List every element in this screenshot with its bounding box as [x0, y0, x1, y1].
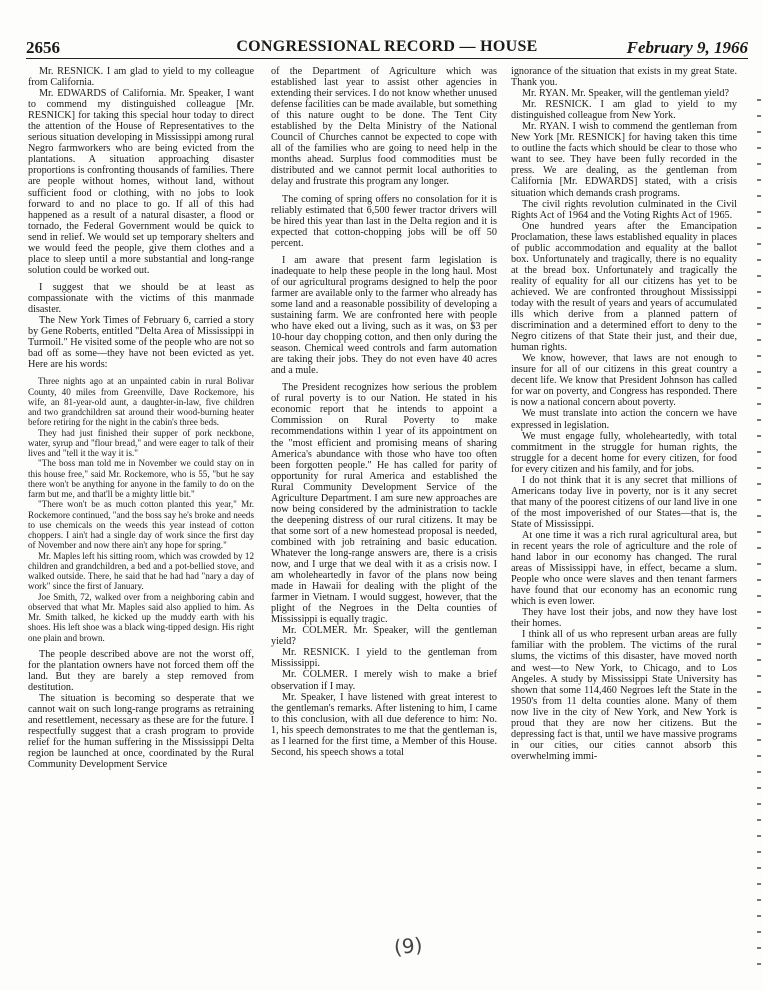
- paragraph: I think all of us who represent urban areas are fully familiar with the problem. The victims of the rural slums, the victims of this disaster, have moved north and west—to New York, to Chicago, and to Los Angeles. A study by Mississippi State University has shown that some 114,460 Negroes left the State in the 1950's from 11 delta counties alone. Many of them now live in the city of New York, and New York is proud that they are now her citizens. But the depressing fact is that, until we have massive programs in our cities, our cities cannot absorb this overwhelming immi-: [511, 629, 737, 762]
- page-number: 2656: [26, 38, 60, 57]
- scan-edge-marks: [757, 90, 761, 970]
- paragraph: Mr. RYAN. I wish to commend the gentleman from New York [Mr. RESNICK] for having taken this time to outline the facts which should be clear to those who want to see. They have been fully recorded in the press. We are dealing, as the gentleman from California [Mr. EDWARDS] stated, with a crisis situation which demands crash programs.: [511, 121, 737, 199]
- quote-paragraph: "The boss man told me in November we could stay on in this house free," said Mr. Rockemore, who is 55, "but he say there won't be anything for anyone in the family to do on the farm but me, and that'll be a mighty little bit.": [28, 458, 254, 500]
- paragraph: of the Department of Agriculture which was established last year to assist other agencies in extending their services. I do not know whether unused defense facilities can be made available, but something of this nature ought to be done. The Tent City established by the Delta Ministry of the National Council of Churches cannot be expected to cope with all of the families who are going to need help in the months ahead. Surplus food commodities must be distributed and we cannot permit local authorities to delay and frustrate this program any longer.: [271, 66, 497, 188]
- paragraph: At one time it was a rich rural agricultural area, but in recent years the role of agriculture and the role of hand labor in our economy has changed. The rural areas of Mississippi have, in effect, became a slum. People who once were slaves and then tenant farmers have found that our economy has an economic rung which is even lower.: [511, 529, 737, 608]
- paragraph: We know, however, that laws are not enough to insure for all of our citizens in this great country a decent life. We know that President Johnson has called for war on poverty, and Congress has responded. There is now a national concern about poverty.: [511, 353, 737, 409]
- paragraph: The New York Times of February 6, carried a story by Gene Roberts, entitled "Delta Area of Mississippi in Turmoil." He visited some of the people who are not so bad off as some—they have not been evicted as yet. Here are his words:: [28, 315, 254, 371]
- quote-paragraph: Three nights ago at an unpainted cabin in rural Bolivar County, 40 miles from Greenville, Dave Rockemore, his wife, an 81-year-old aunt, a daughter-in-law, five children and two grandchildren sat around their wood-burning heater before retiring for the night in the cabin's three beds.: [28, 376, 254, 428]
- text-column-2: [271, 66, 497, 941]
- paragraph: The people described above are not the worst off, for the plantation owners have not forced them off the land. But they are barely a step removed from destitution.: [28, 648, 254, 693]
- paragraph: We must engage fully, wholeheartedly, with total commitment in the struggle for human rights, the struggle for a decent home for every citizen, for food for every citizen and his family, and for jobs.: [511, 430, 737, 475]
- paragraph: The situation is becoming so desperate that we cannot wait on such long-range programs as retraining and resettlement, necessary as these are for the future. I respectfully suggest that a crash program to provide relief for the human suffering in the Mississippi Delta region be launched at once, coordinated by the Rural Community Development Service: [28, 692, 254, 771]
- issue-date: February 9, 1966: [626, 38, 748, 57]
- paragraph: Mr. COLMER. I merely wish to make a brief observation if I may.: [271, 669, 497, 692]
- paragraph: We must translate into action the concern we have expressed in legislation.: [511, 408, 737, 431]
- paragraph: ignorance of the situation that exists in my great State. Thank you.: [511, 66, 737, 89]
- paragraph: One hundred years after the Emancipation Proclamation, these laws established equality in places of public accommodation and equality at the ballot box. Unfortunately and tragically, there is no equality at the bread box. Unfortunately and tragically the reality of equality for all our citizens has yet to be achieved. We are confronted throughout Mississippi today with the result of years and years of accumulated ills which derive from a planned pattern of discrimination and a determined effort to deny to the Negro citizens of that State their just, and their due, human rights.: [511, 220, 737, 354]
- paragraph: The civil rights revolution culminated in the Civil Rights Act of 1964 and the Voting Rights Act of 1965.: [511, 198, 737, 221]
- quote-paragraph: Mr. Maples left his sitting room, which was crowded by 12 children and grandchildren, a bed and a pot-bellied stove, and walked outside. There, he said that he had had "nary a day of work" since the first of January.: [28, 550, 254, 592]
- quote-paragraph: They had just finished their supper of pork neckbone, water, syrup and "flour bread," and were eager to talk of their lives and "tell it the way it is.": [28, 427, 254, 459]
- quote-paragraph: Joe Smith, 72, walked over from a neighboring cabin and observed that what Mr. Maples said also applied to him. As Mr. Smith talked, he kicked up the muddy earth with his shoes. His left shoe was a black wing-tipped design. His right one plain and brown.: [28, 591, 254, 643]
- paragraph: They have lost their jobs, and now they have lost their homes.: [511, 607, 737, 630]
- paragraph: The President recognizes how serious the problem of rural poverty is to our Nation. He stated in his economic report that he intends to appoint a Commission on Rural Poverty to make recommendations within 1 year of its appointment on the "most efficient and promising means of sharing America's abundance with those who have too often been forgotten people." He has called for parity of opportunity for rural America and established the Rural Community Development Service of the Agriculture Department. I am sure new approaches are now being considered by the administration to tackle the deepening distress of our rural citizens. It may be that some sort of a new homestead proposal is needed, combined with job retraining and basic education. Whatever the long-range answers are, there is a crisis now, and I urge that we deal with it as a crisis now. I am wholeheartedly in favor of the plans now being made in Hawaii for dealing with the plight of the farmer in Vietnam. I would suggest, however, that the plight of the Negroes in the Delta counties of Mississippi is equally tragic.: [271, 382, 497, 626]
- paragraph: Mr. RESNICK. I am glad to yield to my colleague from California.: [28, 66, 254, 89]
- paragraph: Mr. RESNICK. I am glad to yield to my distinguished colleague from New York.: [511, 99, 737, 122]
- paragraph: I suggest that we should be at least as compassionate with the victims of this manmade disaster.: [28, 281, 254, 315]
- paragraph: I do not think that it is any secret that millions of Americans today live in poverty, nor is it any secret that many of the poorest citizens of our land live in one of the most impoverished of our States—that is, the State of Mississippi.: [511, 474, 737, 530]
- page-header: [26, 26, 748, 60]
- paragraph: The coming of spring offers no consolation for it is reliably estimated that 6,500 fewer tractor drivers will be hired this year than last in the Delta region and it is expected that cotton-chopping jobs will be off 50 percent.: [271, 193, 497, 249]
- paragraph: Mr. Speaker, I have listened with great interest to the gentleman's remarks. After listening to him, I came to this conclusion, with all due deference to him: No. 1, his speech demonstrates to me that the gentleman is, as I learned for the first time, a Member of this House. Second, his speech shows a total: [271, 691, 497, 758]
- header-rule: [26, 58, 748, 59]
- journal-title: CONGRESSIONAL RECORD — HOUSE: [236, 38, 538, 55]
- paragraph: Mr. RYAN. Mr. Speaker, will the gentleman yield?: [522, 88, 729, 100]
- text-column-3: [511, 66, 737, 941]
- paragraph: Mr. EDWARDS of California. Mr. Speaker, I want to commend my distinguished colleague [Mr. RESNICK] for taking this special hour today to direct the attention of the House of Representatives to the serious situation developing in Mississippi among rural Negro farmworkers who are being evicted from the plantations. A situation approaching disaster proportions is confronting thousands of families. There are people without homes, without land, without sufficient food or clothing, with no jobs to look forward to and no place to go. If all of this had happened as a result of a natural disaster, a flood or tornado, the Federal Government would be quick to send in relief. We would set up temporary shelters and we would feed the people, give them clothes and a place to sleep until a more substantial and long-range solution could be worked out.: [28, 88, 254, 276]
- quote-paragraph: "There won't be as much cotton planted this year," Mr. Rockemore continued, "and the boss say he's broke and needs to use chemicals on the weeds this year instead of cotton choppers. I ain't had a single day of work since the first day of November and now there ain't any hope for spring.": [28, 499, 254, 551]
- text-column-1: [28, 66, 254, 941]
- paragraph: Mr. RESNICK. I yield to the gentleman from Mississippi.: [271, 647, 497, 670]
- paragraph: I am aware that present farm legislation is inadequate to help these people in the long haul. Most of our agricultural programs designed to help the poor farmer are available only to the farmer who already has some land and a reasonable possibility of developing a sustaining farm. We are confronted here with people who have eked out a living, such as it was, on $3 per 10-hour day chopping cotton, and then only during the season. Chemical weed controls and farm automation are taking their jobs. They do not even have 40 acres and a mule.: [271, 254, 497, 377]
- handwritten-mark: (9): [392, 932, 424, 960]
- paragraph: Mr. COLMER. Mr. Speaker, will the gentleman yield?: [271, 625, 497, 648]
